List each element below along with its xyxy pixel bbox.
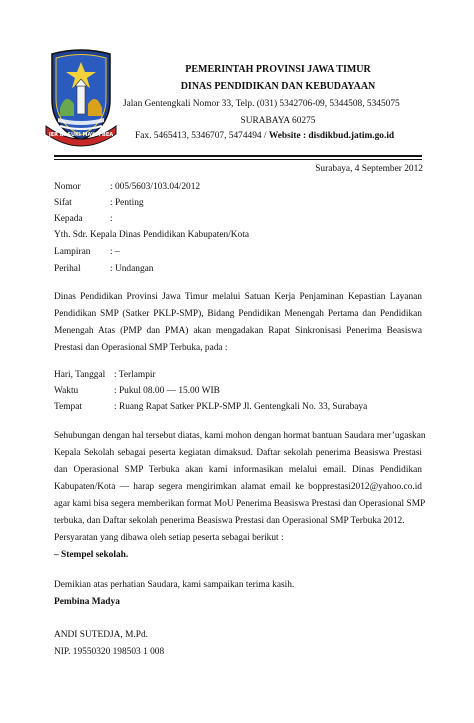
event-value-place: : Ruang Rapat Satker PKLP-SMP Jl. Gentengkali No. 33, Surabaya (114, 402, 368, 412)
provincial-emblem (44, 48, 118, 148)
para2-line: agar kami bisa segera memberikan format MoU Penerima Beasiswa Prestasi dan Operasional SMP (54, 499, 426, 509)
letterhead-department: DINAS PENDIDIKAN DAN KEBUDAYAAN (180, 81, 376, 92)
event-value-time: : Pukul 08.00 — 15.00 WIB (114, 386, 220, 396)
para1-line: Pendidikan SMP (Satker PKLP-SMP), Bidang Pendidikan Menengah Pertama dan Pendidikan (54, 309, 422, 319)
meta-value-perihal: : Undangan (110, 264, 154, 274)
meta-value-nomor: : 005/5603/103.04/2012 (110, 182, 201, 192)
meta-label-nomor: Nomor (54, 182, 81, 192)
meta-label-sifat: Sifat (54, 198, 72, 208)
emblem-motto: JER BASUKI MAWA BEA (48, 132, 114, 138)
para2-line: terbuka, dan Daftar sekolah penerima Beasiswa Prestasi dan Operasional SMP Terbuka 2012. (54, 516, 405, 526)
event-label-place: Tempat (54, 402, 82, 412)
letterhead-rule-thin (54, 159, 422, 160)
signer-nip: NIP. 19550320 198503 1 008 (54, 647, 165, 657)
letterhead-fax: Fax. 5465413, 5346707, 5474494 / (135, 131, 269, 141)
signer-position: Pembina Madya (54, 597, 120, 607)
meta-label-kepada: Kepada (54, 214, 83, 224)
para2-line: Kepala Sekolah sebagai peserta kegiatan dimaksud. Daftar sekolah penerima Beasiswa Prestasi (54, 448, 422, 458)
para2-line: Kabupaten/Kota — harap segera mengirimkan alamat email ke bopprestasi2012@yahoo.co.id (54, 482, 422, 492)
letterhead-government: PEMERINTAH PROVINSI JAWA TIMUR (185, 64, 371, 75)
event-value-date: : Terlampir (114, 370, 156, 380)
para1-line: Dinas Pendidikan Provinsi Jawa Timur melalui Satuan Kerja Penjaminan Kepastian Layanan (54, 292, 422, 302)
letter-date: Surabaya, 4 September 2012 (315, 164, 423, 174)
meta-value-sifat: : Penting (110, 198, 144, 208)
meta-label-lampiran: Lampiran (54, 247, 91, 257)
letterhead-website: Website : disdikbud.jatim.go.id (268, 131, 395, 141)
meta-value-kepada: : (110, 214, 113, 224)
event-label-date: Hari, Tanggal (54, 370, 106, 380)
para2-line: dan Operasional SMP Terbuka akan kami informasikan melalui email. Dinas Pendidikan (54, 465, 422, 475)
requirement-stamp: – Stempel sekolah. (54, 550, 129, 560)
para2-line: Sehubungan dengan hal tersebut diatas, kami mohon dengan hormat bantuan Saudara mer’ugaskan (54, 431, 426, 441)
signer-name: ANDI SUTEDJA, M.Pd. (54, 630, 149, 640)
letterhead-rule-thick (54, 155, 422, 157)
closing-text: Demikian atas perhatian Saudara, kami sampaikan terima kasih. (54, 580, 295, 590)
para1-line: Prestasi dan Operasional SMP Terbuka, pada : (54, 343, 228, 353)
letterhead-address: Jalan Gentengkali Nomor 33, Telp. (031) 5342706-09, 5344508, 5345075 (123, 99, 400, 109)
requirements-intro: Persyaratan yang dibawa oleh setiap peserta sebagai berikut : (54, 533, 284, 543)
letterhead-fax-web (135, 131, 394, 141)
para1-line: Menengah Atas (PMP dan PMA) akan mengadakan Rapat Sinkronisasi Penerima Beasiswa (54, 326, 422, 336)
meta-label-perihal: Perihal (54, 264, 81, 274)
recipient-line: Yth. Sdr. Kepala Dinas Pendidikan Kabupaten/Kota (54, 230, 250, 240)
letterhead-city: SURABAYA 60275 (240, 116, 316, 126)
event-label-time: Waktu (54, 386, 79, 396)
meta-value-lampiran: : – (110, 247, 120, 257)
